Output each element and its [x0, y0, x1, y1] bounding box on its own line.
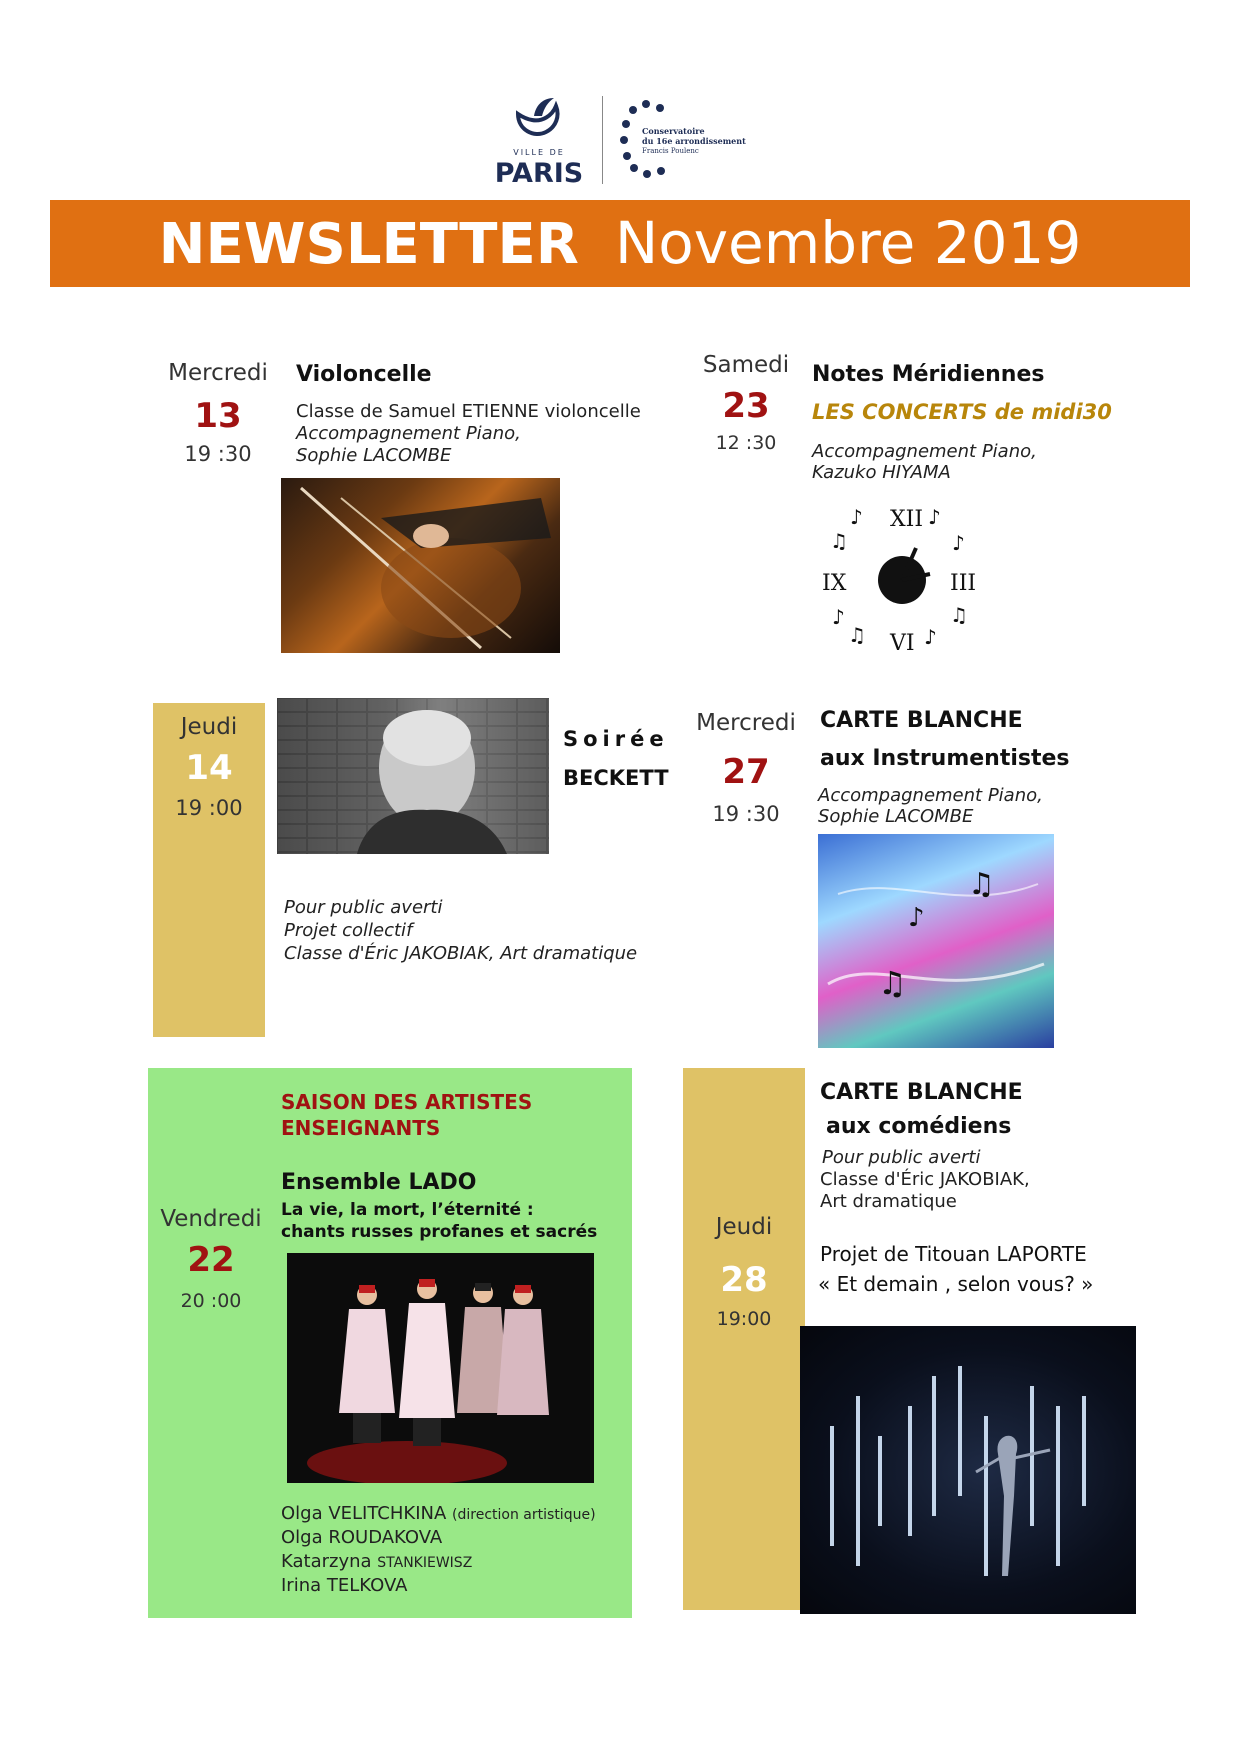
event-line: Accompagnement Piano,	[818, 785, 1043, 806]
conservatoire-logo	[618, 98, 758, 184]
svg-text:♫: ♫	[878, 964, 907, 1002]
event-day: Vendredi	[160, 1206, 262, 1232]
event-title-2: aux comédiens	[826, 1114, 1012, 1139]
svg-text:♫: ♫	[968, 867, 995, 902]
svg-text:♪: ♪	[832, 605, 845, 629]
svg-text:♫: ♫	[848, 623, 866, 647]
event-subtitle: La vie, la mort, l’éternité :	[281, 1200, 534, 1220]
event-line: Sophie LACOMBE	[818, 806, 974, 827]
event-date: 13	[194, 396, 242, 436]
event-line: Accompagnement Piano,	[296, 423, 521, 444]
event-line: Sophie LACOMBE	[296, 445, 452, 466]
event-day: Samedi	[702, 352, 790, 378]
newsletter-banner	[50, 200, 1190, 287]
event-line: Projet de Titouan LAPORTE	[820, 1242, 1087, 1266]
event-time: 20 :00	[180, 1290, 242, 1312]
event-date: 14	[185, 748, 233, 788]
svg-text:♫: ♫	[830, 529, 848, 553]
event-line: Classe de Samuel ETIENNE violoncelle	[296, 401, 641, 422]
svg-text:♪: ♪	[908, 903, 925, 933]
svg-text:♪: ♪	[952, 531, 965, 555]
event-line: « Et demain , selon vous? »	[818, 1272, 1094, 1296]
svg-text:♪: ♪	[928, 505, 941, 529]
paris-boat-icon	[484, 92, 594, 148]
cello-photo	[281, 478, 560, 653]
event-date: 22	[187, 1240, 235, 1280]
lado-ensemble-photo	[287, 1253, 594, 1483]
event-title-1: Soirée	[563, 727, 669, 751]
music-clock-illustration	[820, 498, 980, 658]
performer: Irina TELKOVA	[281, 1575, 408, 1596]
event-day: Jeudi	[715, 1214, 773, 1240]
event-title-1: CARTE BLANCHE	[820, 1080, 1023, 1105]
event-line: Projet collectif	[284, 920, 413, 941]
instrumentalists-artwork	[818, 834, 1054, 1048]
event-title: Notes Méridiennes	[812, 362, 1045, 387]
event-line: Classe d'Éric JAKOBIAK,	[820, 1169, 1030, 1190]
beckett-photo	[277, 698, 549, 854]
event-time: 19 :30	[712, 802, 780, 826]
event-time: 19 :30	[184, 442, 252, 466]
date-column-gold	[683, 1068, 805, 1610]
event-day: Mercredi	[168, 360, 268, 386]
conservatoire-line-2: du 16e arrondissement	[642, 136, 746, 146]
clock-numeral-ix: IX	[822, 571, 847, 596]
performer: Olga ROUDAKOVA	[281, 1527, 443, 1548]
logo-divider	[602, 96, 603, 184]
event-title-2: aux Instrumentistes	[820, 746, 1070, 771]
performer: Olga VELITCHKINA (direction artistique)	[281, 1503, 596, 1524]
banner-word-newsletter: NEWSLETTER	[158, 212, 579, 277]
clock-numeral-iii: III	[950, 571, 977, 596]
event-line: Classe d'Éric JAKOBIAK, Art dramatique	[284, 943, 638, 964]
event-line: Pour public averti	[822, 1147, 981, 1168]
event-day: Jeudi	[180, 714, 238, 740]
ville-de-label: VILLE DE	[513, 148, 565, 157]
performer: Katarzyna STANKIEWISZ	[281, 1551, 473, 1572]
event-title-2: BECKETT	[563, 766, 669, 790]
conservatoire-line-3: Francis Poulenc	[642, 147, 699, 155]
event-title: Violoncelle	[296, 362, 432, 387]
event-date: 28	[720, 1260, 768, 1300]
season-label-2: ENSEIGNANTS	[281, 1116, 441, 1140]
event-time: 12 :30	[715, 432, 777, 454]
event-line: Art dramatique	[820, 1191, 957, 1212]
performer-role: (direction artistique)	[452, 1507, 596, 1523]
svg-text:♪: ♪	[850, 505, 863, 529]
conservatoire-line-1: Conservatoire	[642, 126, 705, 136]
light-installation-photo	[800, 1326, 1136, 1614]
ville-de-paris-logo	[484, 92, 594, 188]
event-title-1: CARTE BLANCHE	[820, 708, 1023, 733]
event-time: 19 :00	[175, 796, 243, 820]
paris-label: PARIS	[494, 158, 584, 189]
season-label-1: SAISON DES ARTISTES	[281, 1090, 533, 1114]
event-line: Kazuko HIYAMA	[812, 462, 951, 483]
svg-text:♫: ♫	[950, 603, 968, 627]
event-title: Ensemble LADO	[281, 1170, 477, 1195]
event-subtitle: LES CONCERTS de midi30	[812, 400, 1112, 424]
svg-text:♪: ♪	[924, 625, 937, 649]
event-date: 23	[722, 386, 770, 426]
event-line: Pour public averti	[284, 897, 443, 918]
event-subtitle: chants russes profanes et sacrés	[281, 1222, 598, 1242]
clock-numeral-vi: VI	[890, 631, 915, 656]
clock-numeral-xii: XII	[890, 507, 924, 532]
banner-date: Novembre 2019	[614, 209, 1082, 277]
event-time: 19:00	[716, 1308, 772, 1330]
event-date: 27	[722, 752, 770, 792]
event-day: Mercredi	[696, 710, 796, 736]
event-line: Accompagnement Piano,	[812, 441, 1037, 462]
